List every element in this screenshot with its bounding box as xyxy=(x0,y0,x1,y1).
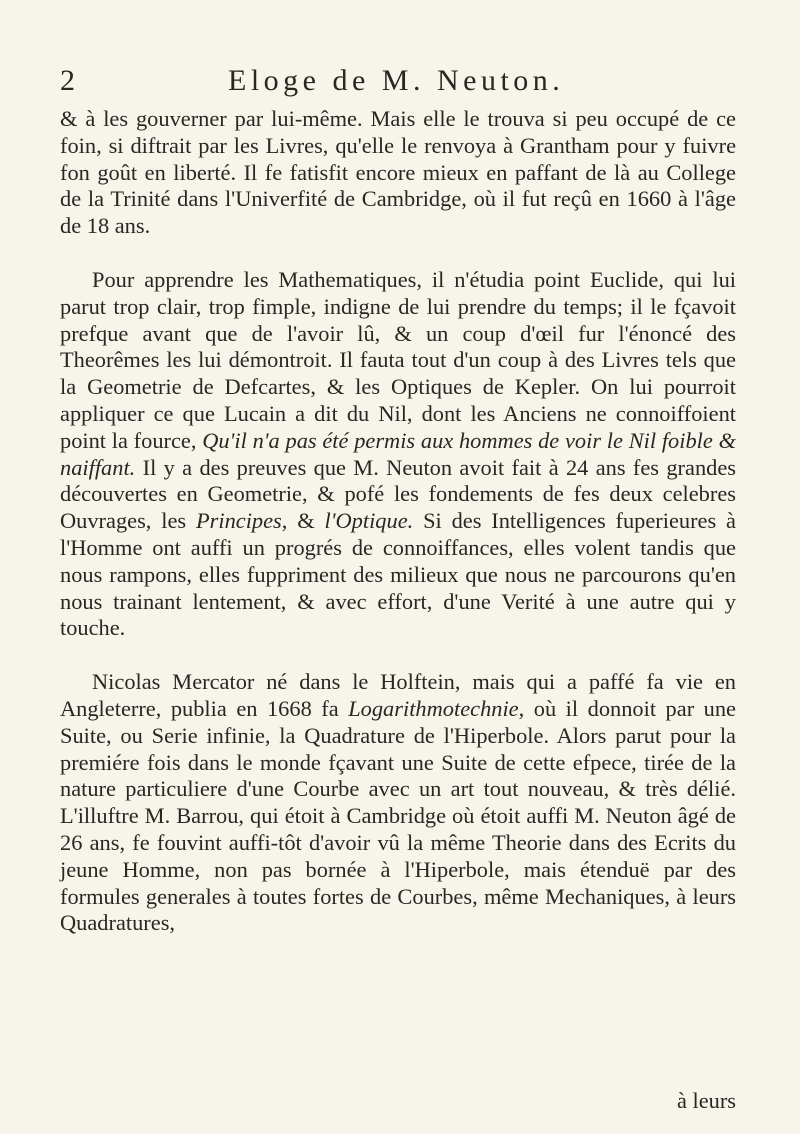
text-run: Il y a des preuves que M. Neuton avoit fait à 24 ans fes grandes découvertes en Geometrie, & pofé les fondements de fes deux celebres Ouvrages, les xyxy=(60,454,736,534)
paragraph-2 xyxy=(60,267,736,642)
text-line: encore mieux en paffant de là au College de la Trinité dans xyxy=(60,159,736,212)
text-run: Pour apprendre les Mathematiques, il n'étudia point Euclide, qui lui parut trop clair, trop fimple, indigne de lui prendre du temps; il le fçavoit prefque avant que de l'avoir lû, & un coup d'œil fur l'énoncé des Theorêmes les lui démontroit. Il fauta tout d'un coup à des Livres tels que la Geometrie de Defcartes, & les Optiques de Kepler. On lui pourroit appliquer ce que Lucain a dit du Nil, dont les Anciens ne connoiffoient point la fource, xyxy=(60,266,736,453)
text-run: , où il donnoit par une Suite, ou Serie infinie, la Quadrature de l'Hiperbole. Alors parut pour la premiére fois dans le monde fçavant une Suite de cette efpece, tirée de la nature particuliere d'une Courbe avec un art tout nouveau, & très délié. L'illuftre M. Barrou, qui étoit à Cambridge où étoit auffi M. Neuton âgé de 26 ans, fe fouvint auffi-tôt d'avoir vû la même Theorie dans des Ecrits du jeune Homme, non pas bornée à l'Hiperbole, mais étenduë par des formules generales à toutes fortes de Courbes, même Mechaniques, à leurs Quadratures, xyxy=(60,695,736,936)
text-line: à Grantham pour y fuivre fon goût en liberté. Il fe fatisfit xyxy=(60,132,737,185)
running-head: Eloge de M. Neuton. xyxy=(228,64,565,97)
paragraph-3 xyxy=(60,669,736,937)
text-line: l'Univerfité de Cambridge, où il fut reçû en 1660 à l'âge de xyxy=(60,186,736,239)
text-line: occupé de ce foin, si diftrait par les Livres, qu'elle le renvoya xyxy=(60,106,736,158)
page-header xyxy=(60,62,740,102)
text-run-italic: Principes xyxy=(195,508,282,534)
text-run: , & xyxy=(281,508,325,534)
body-text xyxy=(60,106,736,937)
text-run: Si des Intelligences fuperieures à l'Homme ont auffi un progrés de connoiffances, elles volent tandis que nous rampons, elles fuppriment des milieux que nous ne parcourons qu'en nous trainant lentement, & avec effort, d'une Verité à une autre qui y touche. xyxy=(60,508,736,641)
text-run-italic: l'Optique. xyxy=(324,508,414,534)
catchword: à leurs xyxy=(676,1088,736,1113)
paragraph-1 xyxy=(60,106,736,240)
page-number: 2 xyxy=(60,64,75,97)
text-run: Nicolas Mercator né dans le Holftein, mais qui a paffé fa vie en Angleterre, publia en 1668 fa xyxy=(60,669,736,721)
text-run-italic: Qu'il n'a pas été permis aux hommes de voir le Nil foible & naiffant. xyxy=(60,427,736,480)
text-line: & à les gouverner par lui-même. Mais elle le trouva si peu xyxy=(60,106,608,131)
text-run-italic: Logarithmotechnie xyxy=(348,695,519,721)
text-line: 18 ans. xyxy=(86,213,151,239)
